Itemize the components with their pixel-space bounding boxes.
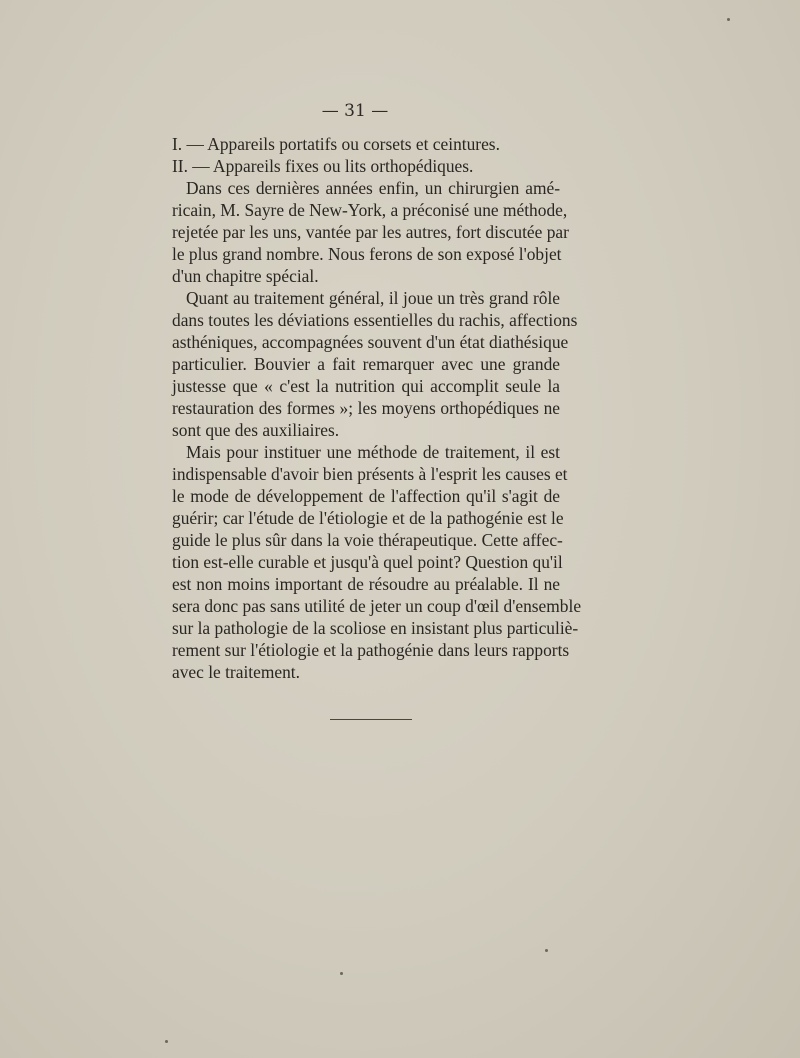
- text-line: Dans ces dernières années enfin, un chirurgien amé-: [186, 178, 560, 198]
- text-line: le mode de développement de l'affection qu'il s'agit de: [172, 486, 560, 506]
- paper-speck: [340, 972, 343, 975]
- text-line: sur la pathologie de la scoliose en insistant plus particuliè-: [172, 618, 579, 638]
- text-line: le plus grand nombre. Nous ferons de son exposé l'objet: [172, 244, 562, 264]
- paper-speck: [545, 949, 548, 952]
- text-line: I. — Appareils portatifs ou corsets et ceintures.: [172, 134, 500, 154]
- text-line: asthéniques, accompagnées souvent d'un état diathésique: [172, 332, 569, 352]
- text-line: particulier. Bouvier a fait remarquer avec une grande: [172, 354, 560, 374]
- text-line: tion est-elle curable et jusqu'à quel point? Question qu'il: [172, 552, 563, 572]
- text-line: avec le traitement.: [172, 662, 300, 682]
- text-line: ricain, M. Sayre de New-York, a préconisé une méthode,: [172, 200, 568, 220]
- text-line: Quant au traitement général, il joue un très grand rôle: [186, 288, 560, 308]
- text-line: sont que des auxiliaires.: [172, 420, 340, 440]
- page-number: — 31 —: [321, 101, 389, 121]
- paper-speck: [165, 1040, 168, 1043]
- end-rule: [330, 719, 412, 720]
- text-line: rejetée par les uns, vantée par les autres, fort discutée par: [172, 222, 569, 242]
- text-line: rement sur l'étiologie et la pathogénie dans leurs rapports: [172, 640, 570, 660]
- text-line: sera donc pas sans utilité de jeter un coup d'œil d'ensemble: [172, 596, 582, 616]
- text-line: restauration des formes »; les moyens orthopédiques ne: [172, 398, 560, 418]
- text-line: est non moins important de résoudre au préalable. Il ne: [172, 574, 560, 594]
- paper-speck: [727, 18, 730, 21]
- body-text: [172, 133, 582, 683]
- text-line: Mais pour instituer une méthode de traitement, il est: [186, 442, 560, 462]
- text-line: dans toutes les déviations essentielles du rachis, affections: [172, 310, 578, 330]
- text-line: guérir; car l'étude de l'étiologie et de la pathogénie est le: [172, 508, 564, 528]
- text-line: justesse que « c'est la nutrition qui accomplit seule la: [172, 376, 560, 396]
- text-line: d'un chapitre spécial.: [172, 266, 319, 286]
- text-line: II. — Appareils fixes ou lits orthopédiques.: [172, 156, 474, 176]
- text-line: guide le plus sûr dans la voie thérapeutique. Cette affec-: [172, 530, 563, 550]
- text-line: indispensable d'avoir bien présents à l'esprit les causes et: [172, 464, 568, 484]
